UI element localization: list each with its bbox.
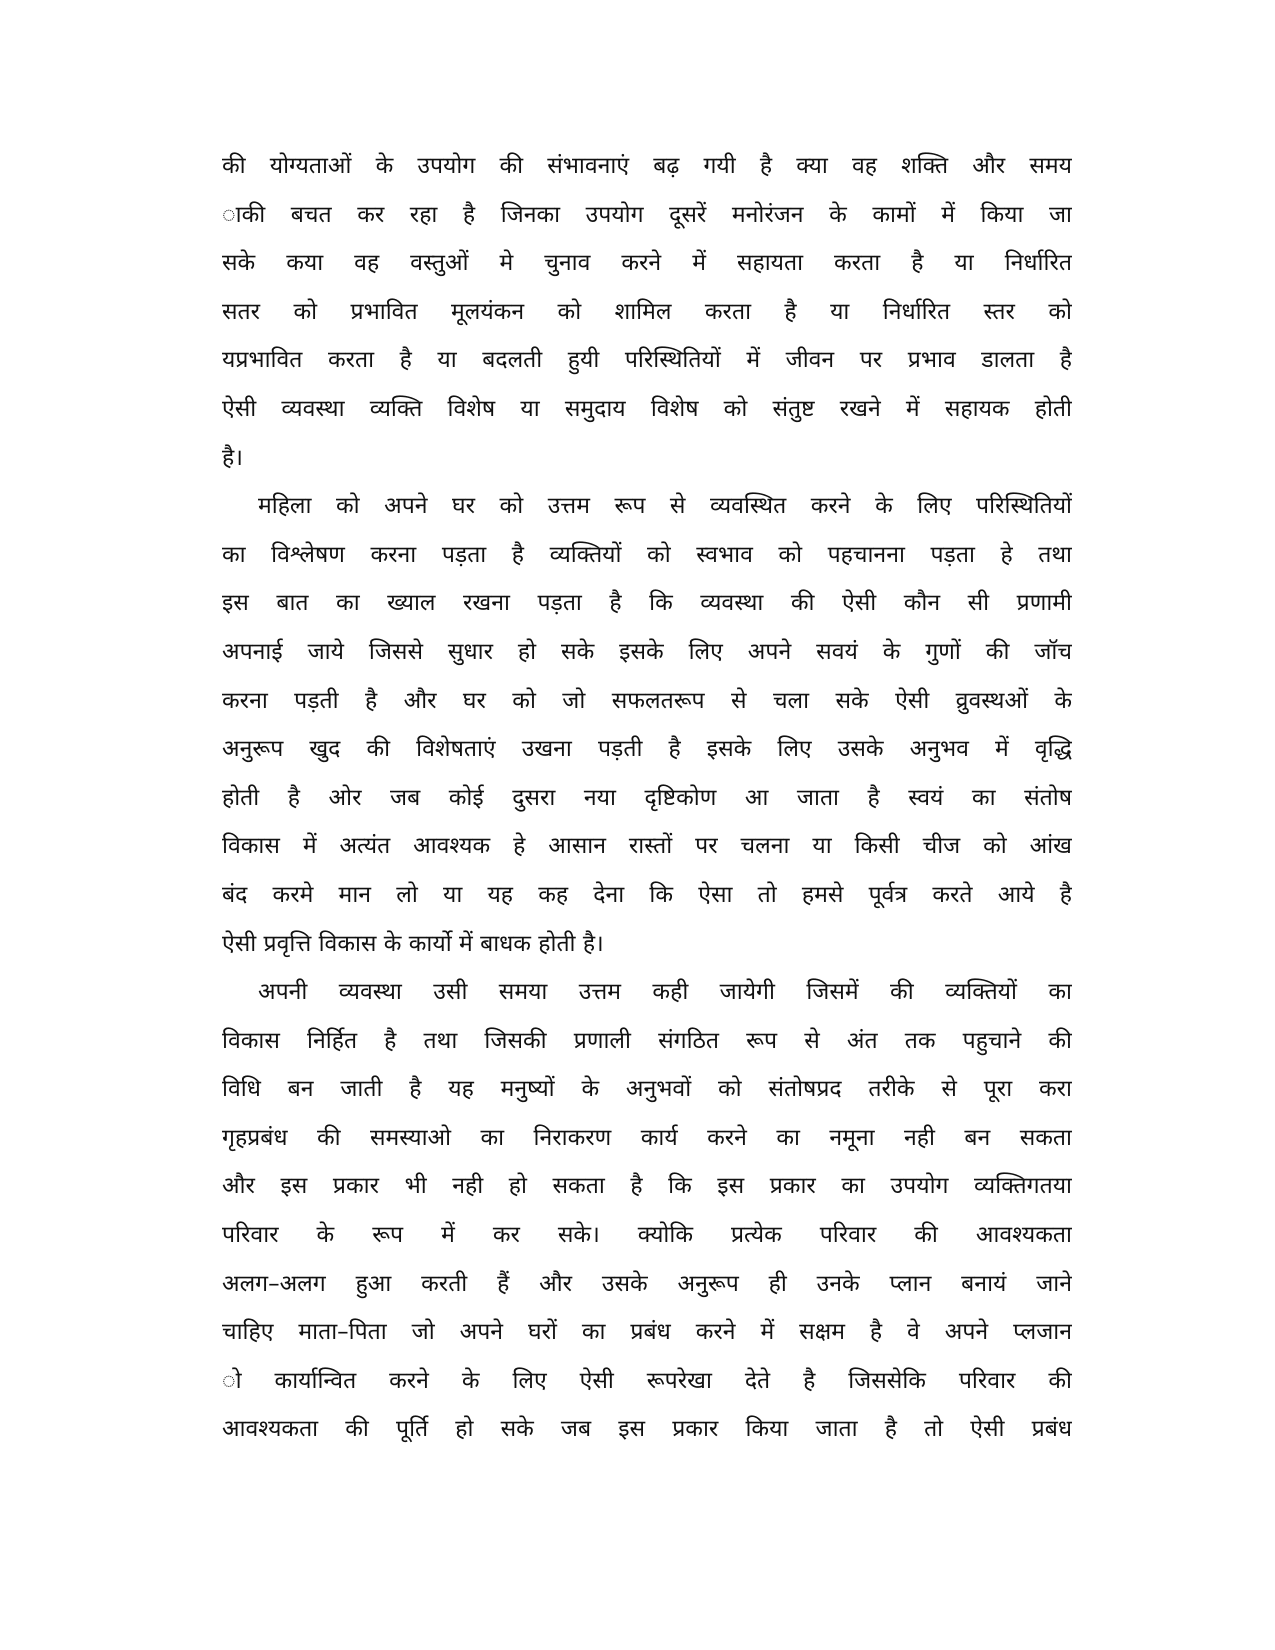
text-line: सतर को प्रभावित मूलयंकन को शामिल करता है या निर्धारित स्तर को	[222, 298, 1072, 325]
text-line: की योग्यताओं के उपयोग की संभावनाएं बढ़ गयी है क्या वह शक्ति और समय	[222, 153, 1072, 179]
text-line: बंद करमे मान लो या यह कह देना कि ऐसा तो हमसे पूर्वत्र करते आये है	[222, 881, 1072, 908]
text-line: सके कया वह वस्तुओं मे चुनाव करने में सहायता करता है या निर्धारित	[222, 250, 1072, 277]
text-line: अपनाई जाये जिससे सुधार हो सके इसके लिए अपने सवयं के गुणों की जॉच	[222, 638, 1072, 665]
text-line: अपनी व्यवस्था उसी समया उत्तम कही जायेगी जिसमें की व्यक्तियों का	[258, 979, 1072, 1006]
body-text	[222, 142, 1072, 1454]
text-line: महिला को अपने घर को उत्तम रूप से व्यवस्थित करने के लिए परिस्थितियों	[258, 493, 1072, 520]
text-line: विधि बन जाती है यह मनुष्यों के अनुभवों को संतोषप्रद तरीके से पूरा करा	[222, 1076, 1072, 1103]
text-line: इस बात का ख्याल रखना पड़ता है कि व्यवस्था की ऐसी कौन सी प्रणामी	[222, 590, 1072, 617]
text-line: अलग–अलग हुआ करती हैं और उसके अनुरूप ही उनके प्लान बनायं जाने	[222, 1270, 1072, 1297]
text-line: परिवार के रूप में कर सके। क्योकि प्रत्येक परिवार की आवश्यकता	[222, 1222, 1072, 1249]
text-line: यप्रभावित करता है या बदलती हुयी परिस्थितियों में जीवन पर प्रभाव डालता है	[222, 347, 1072, 374]
text-line: विकास निर्हित है तथा जिसकी प्रणाली संगठित रूप से अंत तक पहुचाने की	[222, 1027, 1072, 1054]
text-line: होती है ओर जब कोई दुसरा नया दृष्टिकोण आ जाता है स्वयं का संतोष	[222, 784, 1072, 811]
text-line: अनुरूप खुद की विशेषताएं उखना पड़ती है इसके लिए उसके अनुभव में वृद्धि	[222, 736, 1072, 763]
text-line: ाकी बचत कर रहा है जिनका उपयोग दूसरें मनोरंजन के कामों में किया जा	[222, 201, 1072, 228]
text-line: और इस प्रकार भी नही हो सकता है कि इस प्रकार का उपयोग व्यक्तिगतया	[222, 1173, 1072, 1200]
text-line: ो कार्यान्वित करने के लिए ऐसी रूपरेखा देते है जिससेकि परिवार की	[222, 1367, 1072, 1394]
text-line: का विश्लेषण करना पड़ता है व्यक्तियों को स्वभाव को पहचानना पड़ता हे तथा	[222, 541, 1072, 568]
text-line: विकास में अत्यंत आवश्यक हे आसान रास्तों पर चलना या किसी चीज को आंख	[222, 833, 1072, 860]
text-line: चाहिए माता–पिता जो अपने घरों का प्रबंध करने में सक्षम है वे अपने प्लजान	[222, 1319, 1072, 1346]
text-line: है।	[222, 444, 243, 471]
text-line: ऐसी व्यवस्था व्यक्ति विशेष या समुदाय विशेष को संतुष्ट रखने में सहायक होती	[222, 395, 1072, 422]
text-line: गृहप्रबंध की समस्याओ का निराकरण कार्य करने का नमूना नही बन सकता	[222, 1124, 1072, 1151]
text-line: करना पड़ती है और घर को जो सफलतरूप से चला सके ऐसी व्रुवस्थओं के	[222, 687, 1072, 714]
text-line: आवश्यकता की पूर्ति हो सके जब इस प्रकार किया जाता है तो ऐसी प्रबंध	[222, 1416, 1072, 1443]
text-line: ऐसी प्रवृत्ति विकास के कार्यो में बाधक होती है।	[222, 930, 604, 957]
